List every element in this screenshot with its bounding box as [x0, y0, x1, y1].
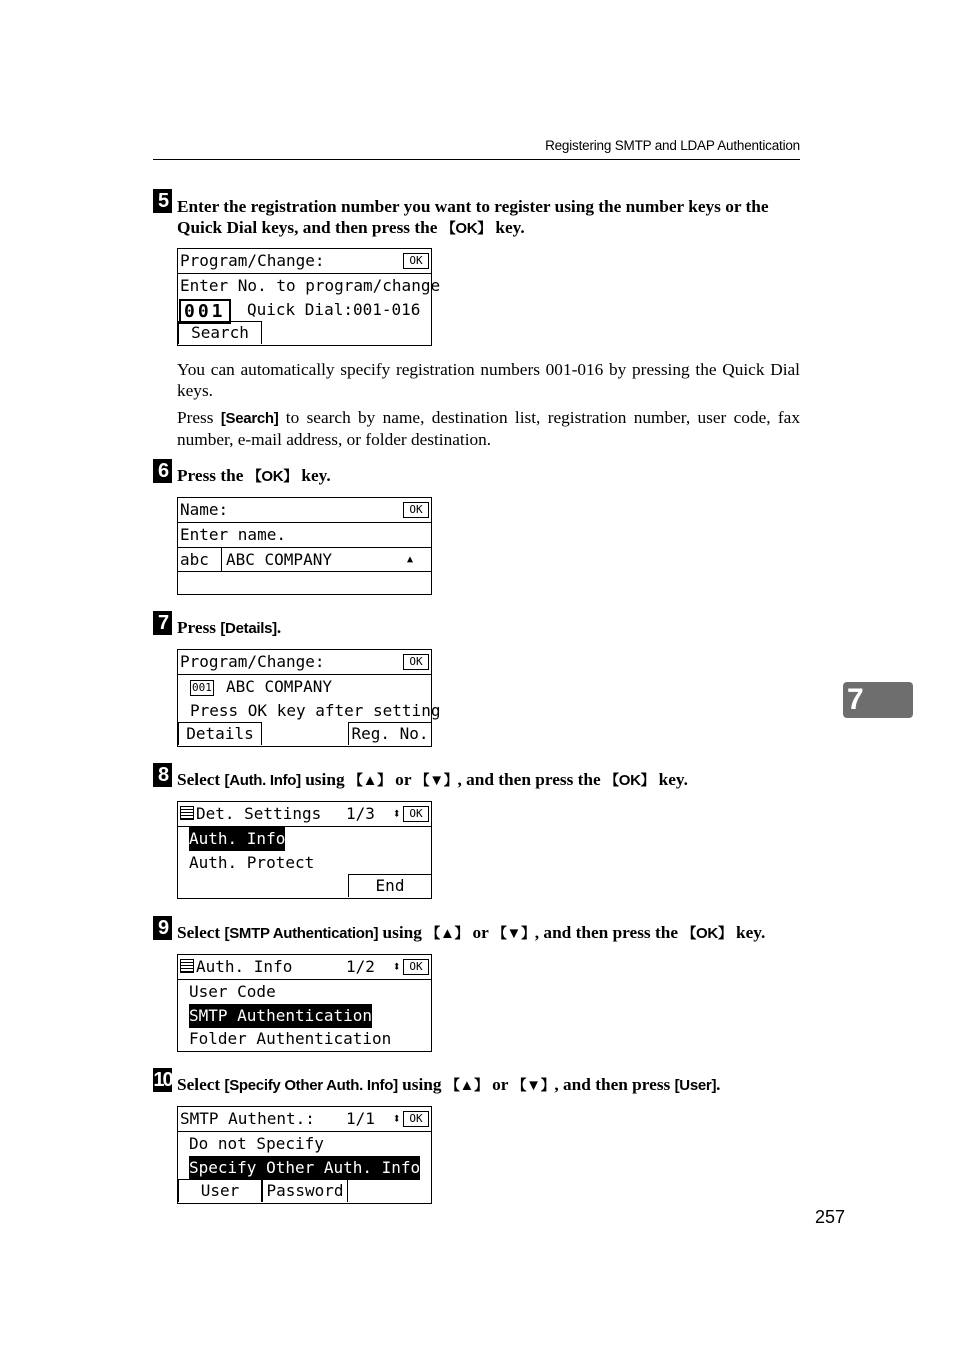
- step-number-6: 6: [153, 459, 172, 483]
- menu-item-folder-authentication: Folder Authentication: [189, 1029, 392, 1048]
- lcd-screen-det-settings: [177, 801, 432, 899]
- search-softkey: Search: [178, 321, 262, 344]
- page-indicator: 1/3: [346, 804, 375, 823]
- details-key-label: [Details]: [220, 620, 277, 637]
- page-indicator: 1/1: [346, 1109, 375, 1128]
- ok-icon: OK: [403, 654, 429, 670]
- menu-icon: [180, 806, 194, 820]
- lcd-title: SMTP Authent.:: [180, 1109, 315, 1128]
- menu-item-auth-protect: Auth. Protect: [189, 853, 315, 872]
- down-arrow-icon: 【 ▼ 】: [493, 925, 535, 942]
- input-mode: abc: [180, 550, 209, 569]
- lcd-screen-name: [177, 497, 432, 595]
- auth-info-key-label: [Auth. Info]: [224, 772, 301, 789]
- menu-item-auth-info: Auth. Info: [189, 827, 285, 851]
- down-arrow-icon: 【 ▼ 】: [512, 1077, 554, 1094]
- up-arrow-icon: 【 ▲ 】: [426, 925, 468, 942]
- details-softkey: Details: [178, 722, 262, 745]
- ok-key-label: 【 OK 】: [605, 772, 654, 789]
- lcd-title: Det. Settings: [196, 804, 322, 823]
- step-6-instruction: Press the 【 OK 】 key.: [177, 465, 802, 488]
- smtp-authentication-key-label: [SMTP Authentication]: [224, 925, 379, 942]
- ok-icon: OK: [403, 502, 429, 518]
- step-9-instruction: Select [SMTP Authentication] using 【 ▲ 】 or 【 ▼ 】 , and then press the 【 OK 】 key.: [177, 922, 802, 945]
- lcd-title: Auth. Info: [196, 957, 293, 976]
- lcd-screen-details: [177, 649, 441, 747]
- ok-icon: OK: [403, 959, 429, 975]
- name-input-value: ABC COMPANY: [226, 550, 332, 569]
- lcd-screen-auth-info: [177, 954, 432, 1052]
- step-number-9: 9: [153, 916, 172, 940]
- end-softkey: End: [348, 874, 432, 897]
- menu-item-do-not-specify: Do not Specify: [189, 1134, 324, 1153]
- ok-key-label: 【 OK 】: [248, 468, 297, 485]
- ok-icon: OK: [403, 806, 429, 822]
- destination-name: ABC COMPANY: [226, 677, 332, 696]
- menu-item-specify-other-auth-info: Specify Other Auth. Info: [189, 1156, 420, 1180]
- lcd-screen-smtp-authent: [177, 1106, 432, 1204]
- registration-number-badge: 001: [192, 681, 212, 694]
- step-10-instruction: Select [Specify Other Auth. Info] using 【 ▲ 】 or 【 ▼ 】 , and then press [User].: [177, 1074, 802, 1097]
- step-5-instruction: Enter the registration number you want to register using the number keys or the Quick Dial keys, and then press the 【 OK 】 key.: [177, 196, 802, 240]
- lcd-line: Quick Dial:001-016: [247, 300, 421, 319]
- lcd-title: Name:: [180, 500, 229, 519]
- page-number: 257: [814, 1207, 845, 1227]
- chapter-tab: 7: [843, 682, 913, 718]
- password-softkey: Password: [262, 1179, 348, 1202]
- menu-item-smtp-authentication: SMTP Authentication: [189, 1004, 372, 1028]
- up-arrow-icon: 【 ▲ 】: [446, 1077, 488, 1094]
- scroll-arrows-icon: ⬍: [392, 806, 401, 822]
- reg-no-softkey: Reg. No.: [348, 722, 432, 745]
- ok-key-label: 【 OK 】: [442, 220, 491, 237]
- lcd-title: Program/Change:: [180, 652, 325, 671]
- ok-icon: OK: [403, 1111, 429, 1127]
- lcd-line: Enter No. to program/change: [180, 276, 441, 295]
- lcd-screen-program-change: [177, 248, 441, 346]
- page-indicator: 1/2: [346, 957, 375, 976]
- user-softkey: User: [178, 1179, 262, 1202]
- up-arrow-icon: 【 ▲ 】: [349, 772, 391, 789]
- step-number-5: 5: [153, 189, 172, 213]
- registration-number-field: 001: [179, 299, 231, 324]
- cursor-icon: ▲: [407, 554, 414, 565]
- header-rule: [153, 159, 800, 160]
- running-header: Registering SMTP and LDAP Authentication: [545, 138, 800, 153]
- note-quick-dial: You can automatically specify registration numbers 001-016 by pressing the Quick Dial keys.: [177, 360, 800, 400]
- note-search: Press [Search] to search by name, destination list, registration number, user code, fax number, e-mail address, or folder destination.: [177, 408, 800, 449]
- menu-item-user-code: User Code: [189, 982, 276, 1001]
- specify-other-auth-info-key-label: [Specify Other Auth. Info]: [224, 1077, 398, 1094]
- step-7-instruction: Press [Details].: [177, 618, 282, 637]
- step-number-10: 10: [153, 1069, 172, 1091]
- lcd-line: Enter name.: [180, 525, 286, 544]
- lcd-line: Press OK key after setting: [190, 701, 441, 720]
- ok-key-label: 【 OK 】: [682, 925, 731, 942]
- scroll-arrows-icon: ⬍: [392, 1111, 401, 1127]
- user-key-label: [User]: [674, 1077, 717, 1094]
- lcd-title: Program/Change:: [180, 251, 325, 270]
- down-arrow-icon: 【 ▼ 】: [416, 772, 458, 789]
- search-key-label: [Search]: [220, 410, 279, 427]
- step-number-8: 8: [153, 763, 172, 787]
- menu-icon: [180, 959, 194, 973]
- scroll-arrows-icon: ⬍: [392, 959, 401, 975]
- step-8-instruction: Select [Auth. Info] using 【 ▲ 】 or 【 ▼ 】 , and then press the 【 OK 】 key.: [177, 769, 802, 792]
- ok-icon: OK: [403, 253, 429, 269]
- step-number-7: 7: [153, 611, 172, 635]
